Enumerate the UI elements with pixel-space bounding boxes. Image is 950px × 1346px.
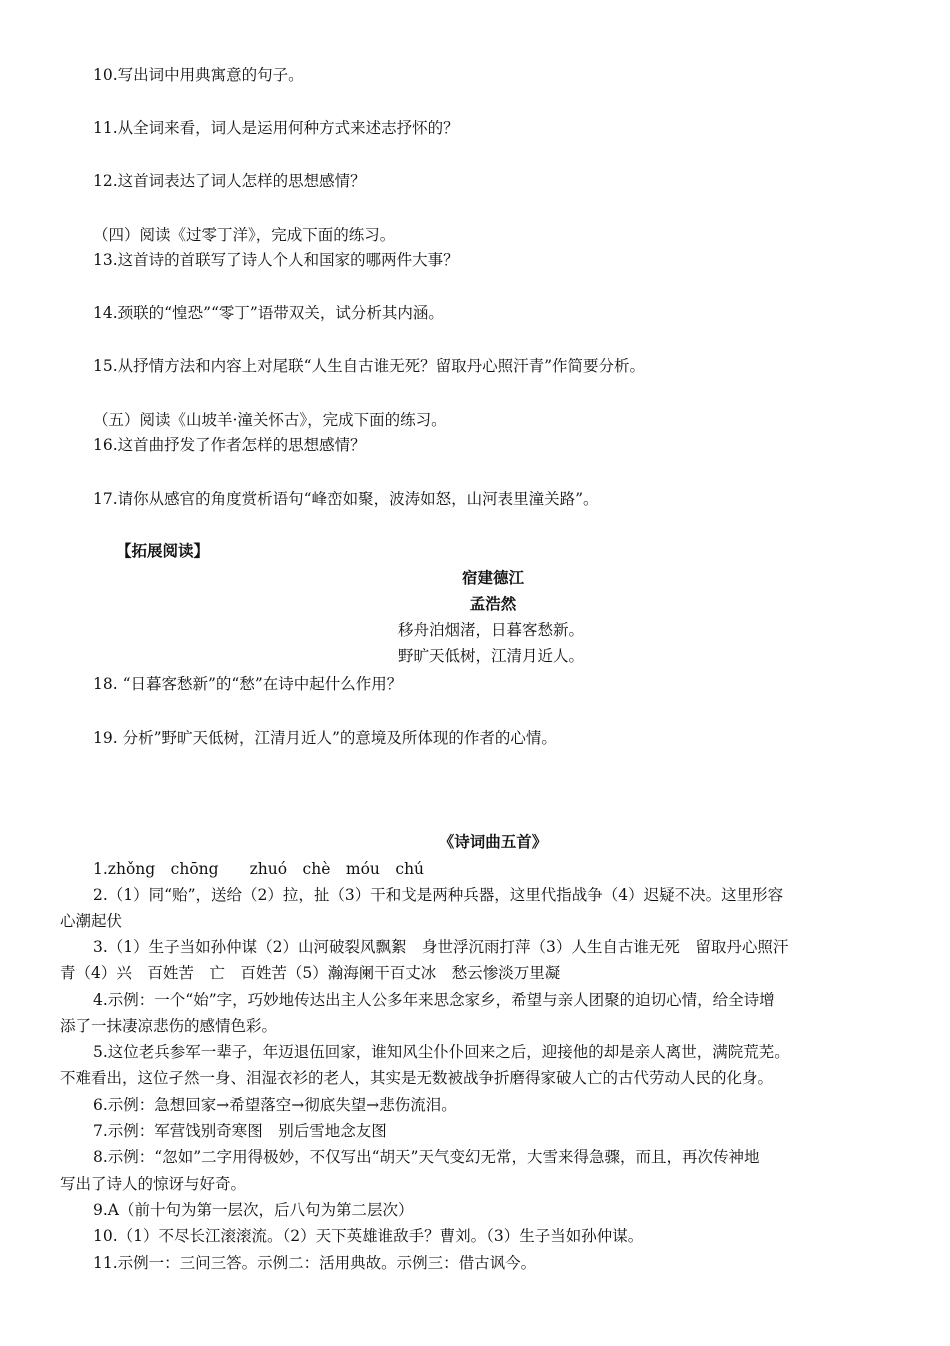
question-12: 12.这首词表达了词人怎样的思想感情？	[93, 172, 366, 190]
question-16: 16.这首曲抒发了作者怎样的思想感情？	[93, 436, 366, 454]
question-15: 15.从抒情方法和内容上对尾联“人生自古谁无死？留取丹心照汗青”作简要分析。	[93, 357, 646, 375]
poem-author: 孟浩然	[469, 594, 517, 613]
answer-6: 6.示例：急想回家→希望落空→彻底失望→悲伤流泪。	[93, 1096, 457, 1114]
answer-11: 11.示例一：三问三答。示例二：活用典故。示例三：借古讽今。	[93, 1254, 537, 1272]
answer-7: 7.示例：军营饯别奇寒图 别后雪地念友图	[93, 1122, 387, 1140]
poem-line-2: 野旷天低树，江清月近人。	[397, 647, 584, 665]
answer-10: 10.（1）不尽长江滚滚流。（2）天下英雄谁敌手？曹刘。（3）生子当如孙仲谋。	[93, 1227, 644, 1245]
question-11: 11.从全词来看，词人是运用何种方式来述志抒怀的？	[93, 119, 459, 137]
answer-5-line-2: 不难看出，这位孑然一身、泪湿衣衫的老人，其实是无数被战争折磨得家破人亡的古代劳动人民的化身。	[60, 1069, 774, 1087]
question-18: 18. “日暮客愁新”的“愁”在诗中起什么作用？	[93, 675, 403, 693]
answer-5-line-1: 5.这位老兵参军一辈子，年迈退伍回家，谁知风尘仆仆回来之后，迎接他的却是亲人离世，满院荒芜。	[93, 1043, 790, 1061]
question-19: 19. 分析”野旷天低树，江清月近人”的意境及所体现的作者的心情。	[93, 729, 557, 747]
answer-2-line-1: 2.（1）同“贻”，送给（2）拉，扯（3）干和戈是两种兵器，这里代指战争（4）迟疑不决。这里形容	[93, 886, 784, 904]
answer-9: 9.A（前十句为第一层次，后八句为第二层次）	[93, 1201, 414, 1219]
answer-4-line-2: 添了一抹凄凉悲伤的感情色彩。	[60, 1017, 278, 1035]
answer-2-line-2: 心潮起伏	[60, 912, 123, 930]
answer-3-line-1: 3.（1）生子当如孙仲谋（2）山河破裂风飘絮 身世浮沉雨打萍（3）人生自古谁无死 留取丹心照汗	[93, 938, 789, 956]
question-13: 13.这首诗的首联写了诗人个人和国家的哪两件大事？	[93, 251, 459, 269]
question-17: 17.请你从感官的角度赏析语句“峰峦如聚，波涛如怒，山河表里潼关路”。	[93, 490, 599, 508]
poem-line-1: 移舟泊烟渚，日暮客愁新。	[397, 621, 584, 639]
extension-heading: 【拓展阅读】	[116, 541, 210, 560]
answers-title: 《诗词曲五首》	[438, 832, 548, 851]
answer-8-line-1: 8.示例：“忽如”二字用得极妙，不仅写出“胡天”天气变幻无常，大雪来得急骤，而且，再次传神地	[93, 1148, 760, 1166]
question-14: 14.颈联的“惶恐”“零丁”语带双关，试分析其内涵。	[93, 304, 444, 322]
section-4-title: （四）阅读《过零丁洋》，完成下面的练习。	[93, 226, 396, 244]
answer-4-line-1: 4.示例：一个“始”字，巧妙地传达出主人公多年来思念家乡，希望与亲人团聚的迫切心情，给全诗增	[93, 991, 775, 1009]
answer-3-line-2: 青（4）兴 百姓苦 亡 百姓苦（5）瀚海阑干百丈冰 愁云惨淡万里凝	[60, 964, 561, 982]
answer-1: 1.zhǒng chōng zhuó chè móu chú	[93, 860, 425, 878]
answer-8-line-2: 写出了诗人的惊讶与好奇。	[60, 1175, 247, 1193]
section-5-title: （五）阅读《山坡羊·潼关怀古》，完成下面的练习。	[93, 411, 447, 429]
question-10: 10.写出词中用典寓意的句子。	[93, 66, 304, 84]
poem-title: 宿建德江	[461, 568, 524, 587]
